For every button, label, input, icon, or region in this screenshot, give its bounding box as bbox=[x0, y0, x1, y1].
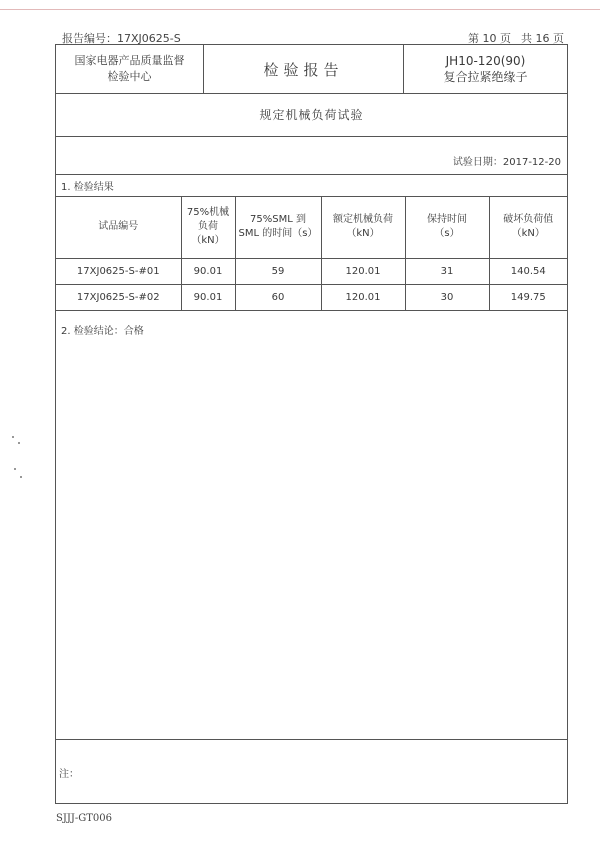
cell-sample-id: 17XJ0625-S-#01 bbox=[56, 259, 181, 285]
cell-rated-load: 120.01 bbox=[321, 285, 405, 311]
table-row bbox=[56, 259, 567, 285]
scan-speck bbox=[18, 442, 20, 444]
note-divider bbox=[56, 739, 567, 740]
product-info bbox=[404, 45, 567, 93]
cell-failure-load: 140.54 bbox=[489, 259, 567, 285]
cell-hold-time: 30 bbox=[405, 285, 489, 311]
test-title: 规定机械负荷试验 bbox=[56, 93, 567, 137]
scan-speck bbox=[20, 476, 22, 478]
org-name-line1: 国家电器产品质量监督 bbox=[74, 54, 185, 67]
table-row bbox=[56, 285, 567, 311]
section-results-header bbox=[56, 174, 567, 197]
report-frame bbox=[55, 44, 568, 804]
page-number: 第 10 页 bbox=[468, 32, 511, 45]
inspection-conclusion: 2. 检验结论：合格 bbox=[61, 326, 144, 337]
scan-speck bbox=[12, 436, 14, 438]
total-pages: 共 16 页 bbox=[521, 32, 564, 45]
cell-75pct-load: 90.01 bbox=[181, 259, 235, 285]
col-header-75pct-load: 75%机械负荷 （kN） bbox=[181, 196, 235, 259]
form-code: SJJJ-GT006 bbox=[56, 813, 113, 824]
test-date-row bbox=[56, 136, 567, 175]
org-name-line2: 检验中心 bbox=[107, 70, 152, 83]
report-number: 报告编号：17XJ0625-S bbox=[62, 32, 181, 45]
note-label: 注： bbox=[59, 769, 79, 780]
col-header-failure-load: 破坏负荷值 （kN） bbox=[489, 196, 567, 259]
cell-failure-load: 149.75 bbox=[489, 285, 567, 311]
cell-75pct-load: 90.01 bbox=[181, 285, 235, 311]
results-table bbox=[56, 196, 567, 311]
section-results-label: 1. 检验结果 bbox=[61, 182, 114, 193]
report-title: 检验报告 bbox=[204, 45, 404, 93]
product-name: 复合拉紧绝缘子 bbox=[443, 70, 528, 84]
cell-rated-load: 120.01 bbox=[321, 259, 405, 285]
col-header-hold-time: 保持时间 （s） bbox=[405, 196, 489, 259]
col-header-sample-id: 试品编号 bbox=[56, 196, 181, 259]
col-header-rated-load: 额定机械负荷 （kN） bbox=[321, 196, 405, 259]
issuing-organization bbox=[56, 45, 204, 93]
cell-sample-id: 17XJ0625-S-#02 bbox=[56, 285, 181, 311]
cell-time-to-sml: 59 bbox=[235, 259, 321, 285]
table-header-row bbox=[56, 196, 567, 259]
report-header bbox=[56, 45, 567, 94]
scan-speck bbox=[14, 468, 16, 470]
cell-hold-time: 31 bbox=[405, 259, 489, 285]
col-header-time-to-sml: 75%SML 到 SML 的时间（s） bbox=[235, 196, 321, 259]
product-model: JH10-120(90) bbox=[445, 54, 526, 68]
cell-time-to-sml: 60 bbox=[235, 285, 321, 311]
test-date: 试验日期：2017-12-20 bbox=[452, 157, 561, 168]
top-rule bbox=[0, 9, 600, 10]
